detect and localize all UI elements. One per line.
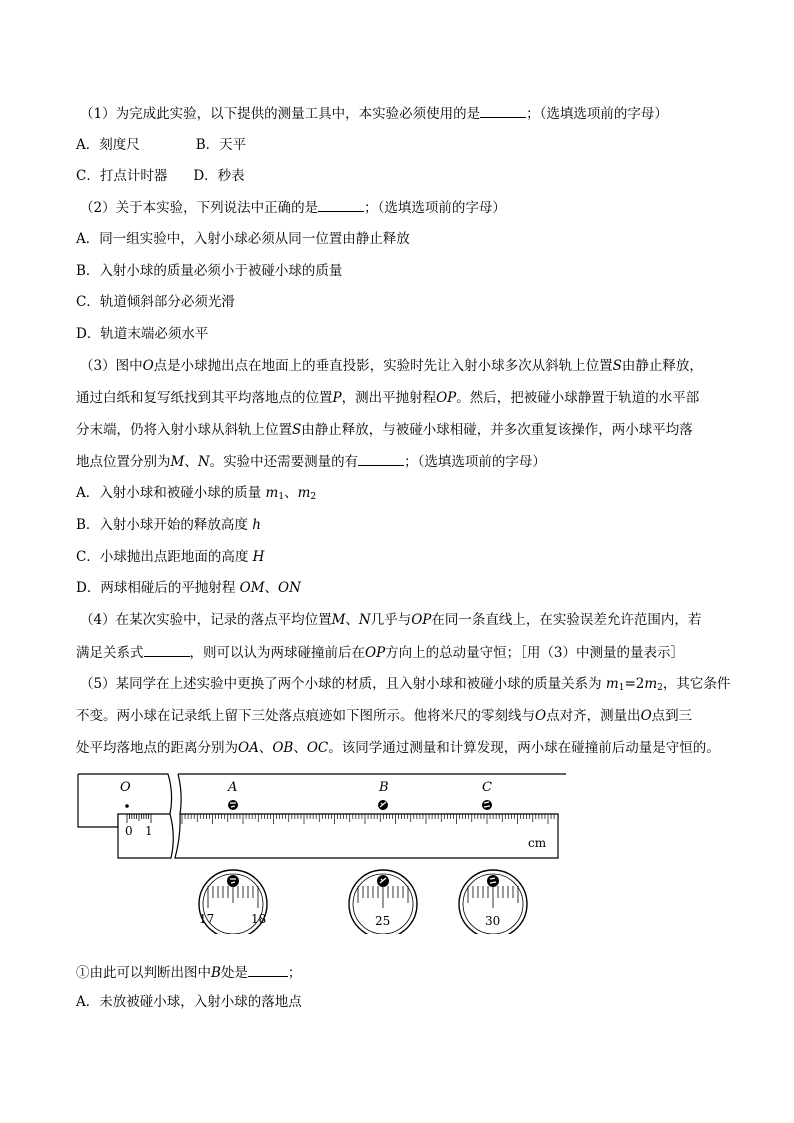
magnifier-17-18 <box>199 870 267 934</box>
magnifier-label-18: 18 <box>251 912 267 926</box>
q1-stem: （1）为完成此实验，以下提供的测量工具中，本实验必须使用的是 ；（选填选项前的字母） <box>80 106 668 122</box>
q3-stem-line4: 地点位置分别为M、N。实验中还需要测量的有 ；（选填选项前的字母） <box>76 454 546 470</box>
label-c: C <box>482 780 492 795</box>
point-o <box>125 804 129 808</box>
ruler-one: 1 <box>145 824 153 838</box>
landing-mark-c <box>482 800 492 810</box>
q3-stem-line1: （3）图中O点是小球抛出点在地面上的垂直投影，实验时先让入射小球多次从斜轨上位置S由静止释放， <box>80 358 703 374</box>
q3-option-a: A．入射小球和被碰小球的质量 $m_1$、$m_2$ <box>76 485 317 502</box>
q5-stem-line2: 不变。两小球在记录纸上留下三处落点痕迹如下图所示。他将米尺的零刻线与O点对齐，测量出O点到三 <box>76 708 693 724</box>
ruler-unit: cm <box>528 836 547 850</box>
q2-option-b: B．入射小球的质量必须小于被碰小球的质量 <box>76 263 343 279</box>
q3-stem-line3: 分末端，仍将入射小球从斜轨上位置S由静止释放，与被碰小球相碰，并多次重复该操作，两小球平均落 <box>76 422 693 438</box>
answer-blank[interactable] <box>318 198 364 212</box>
ruler-zero: 0 <box>125 824 133 838</box>
sub1-option-a: A．未放被碰小球，入射小球的落地点 <box>76 994 302 1010</box>
q3-option-d: D．两球相碰后的平抛射程 OM、ON <box>76 580 301 596</box>
magnifier-25 <box>349 870 417 934</box>
landing-mark-a <box>228 800 238 810</box>
answer-blank[interactable] <box>144 643 190 657</box>
q2-option-a: A．同一组实验中，入射小球必须从同一位置由静止释放 <box>76 231 410 247</box>
q1-option-d: D．秒表 <box>193 168 245 184</box>
q3-option-c: C．小球抛出点距地面的高度 H <box>76 549 265 565</box>
magnifier-label-30: 30 <box>485 914 501 928</box>
q3-stem-line2: 通过白纸和复写纸找到其平均落地点的位置P，测出平抛射程OP。然后，把被碰小球静置于轨道的水平部 <box>76 390 700 406</box>
label-a: A <box>228 780 238 795</box>
magnifier-label-17: 17 <box>199 912 215 926</box>
q1-option-c: C．打点计时器 <box>76 168 168 184</box>
q1-option-a: A．刻度尺 <box>76 137 140 153</box>
answer-blank[interactable] <box>480 104 526 118</box>
q2-stem: （2）关于本实验，下列说法中正确的是 ；（选填选项前的字母） <box>80 200 506 216</box>
ruler-figure <box>70 764 570 934</box>
label-b: B <box>379 780 389 795</box>
sub1-stem: ①由此可以判断出图中B处是 ； <box>76 965 302 981</box>
q4-stem-line1: （4）在某次实验中，记录的落点平均位置M、N几乎与OP在同一条直线上，在实验误差允许范围内，若 <box>80 612 702 628</box>
q2-option-d: D．轨道末端必须水平 <box>76 326 209 342</box>
q1-option-b: B．天平 <box>195 137 247 153</box>
q5-stem-line1: （5）某同学在上述实验中更换了两个小球的材质，且入射小球和被碰小球的质量关系为 $m_1=2m_2$，其它条件 <box>80 676 731 693</box>
answer-blank[interactable] <box>358 452 404 466</box>
q5-stem-line3: 处平均落地点的距离分别为OA、OB、OC。该同学通过测量和计算发现，两小球在碰撞前后动量是守恒的。 <box>76 740 720 756</box>
answer-blank[interactable] <box>248 963 288 977</box>
q3-option-b: B．入射小球开始的释放高度 h <box>76 517 261 533</box>
label-o: O <box>120 780 131 795</box>
q1-options-row2 <box>76 167 245 185</box>
magnifier-30 <box>459 870 527 934</box>
q4-stem-line2: 满足关系式 ，则可以认为两球碰撞前后在OP方向上的总动量守恒；［用（3）中测量的量表示］ <box>76 645 684 661</box>
landing-mark-b <box>378 800 388 810</box>
q1-options-row1 <box>76 136 246 154</box>
q2-option-c: C．轨道倾斜部分必须光滑 <box>76 294 235 310</box>
ruler <box>118 814 558 858</box>
magnifier-label-25: 25 <box>375 914 391 928</box>
